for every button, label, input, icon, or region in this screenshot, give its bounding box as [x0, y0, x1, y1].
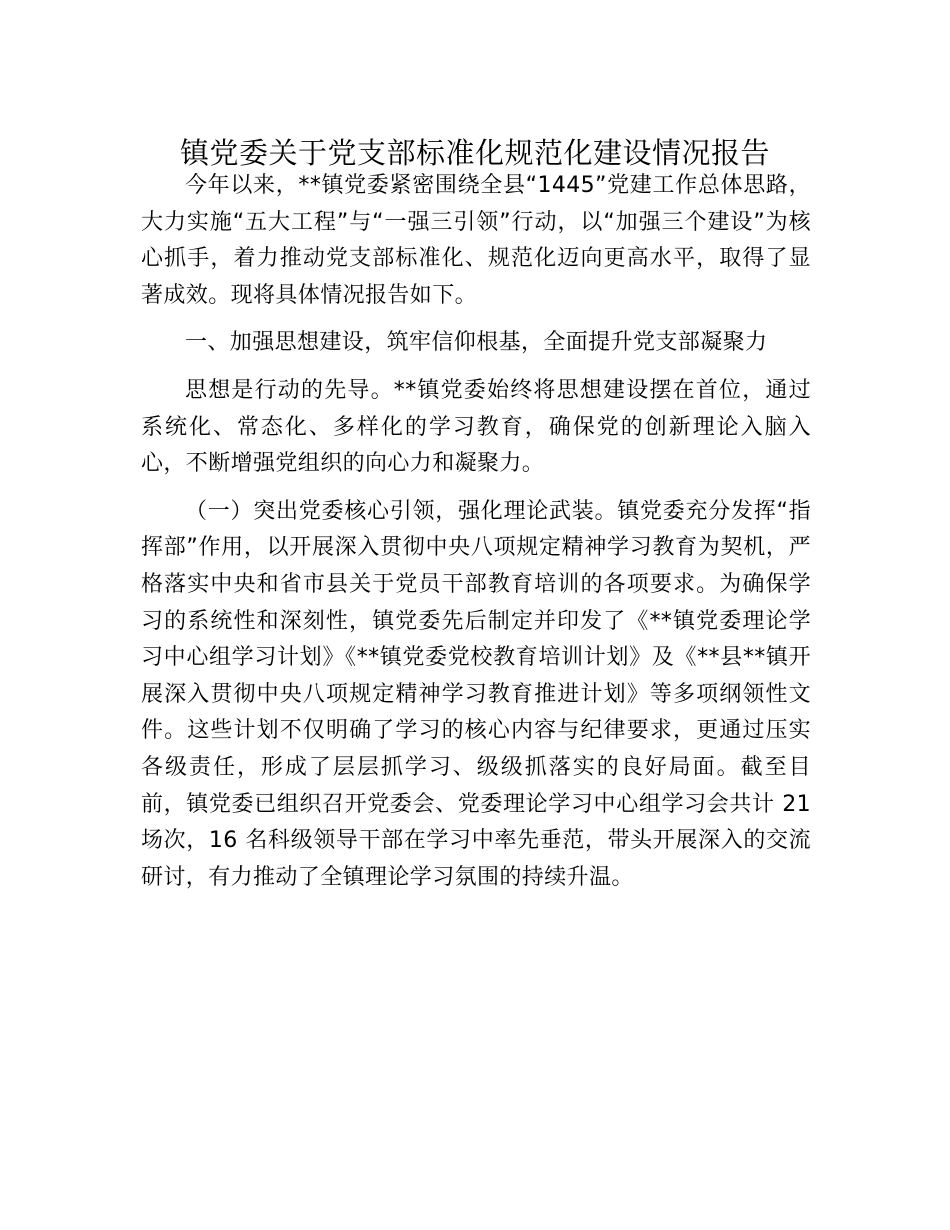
document-title: 镇党委关于党支部标准化规范化建设情况报告: [179, 136, 770, 171]
section-heading-1: 一、加强思想建设，筑牢信仰根基，全面提升党支部凝聚力: [185, 330, 768, 356]
subsection-1-paragraph: （一）突出党委核心引领，强化理论武装。镇党委充分发挥“指挥部”作用，以开展深入贯彻中央八项规定精神学习教育为契机，严格落实中央和省市县关于党员干部教育培训的各项要求。为确保学习的系统性和深刻性，镇党委先后制定并印发了《**镇党委理论学习中心组学习计划》《**镇党委党校教育培训计划》及《**县**镇开展深入贯彻中央八项规定精神学习教育推进计划》等多项纲领性文件。这些计划不仅明确了学习的核心内容与纪律要求，更通过压实各级责任，形成了层层抓学习、级级抓落实的良好局面。截至目前，镇党委已组织召开党委会、党委理论学习中心组学习会共计 21 场次，16 名科级领导干部在学习中率先垂范，带头开展深入的交流研讨，有力推动了全镇理论学习氛围的持续升温。: [141, 498, 811, 890]
section-1-paragraph: 思想是行动的先导。**镇党委始终将思想建设摆在首位，通过系统化、常态化、多样化的学习教育，确保党的创新理论入脑入心，不断增强党组织的向心力和凝聚力。: [141, 377, 811, 477]
intro-paragraph: 今年以来，**镇党委紧密围绕全县“1445”党建工作总体思路，大力实施“五大工程”与“一强三引领”行动，以“加强三个建设”为核心抓手，着力推动党支部标准化、规范化迈向更高水平，取得了显著成效。现将具体情况报告如下。: [141, 173, 811, 308]
document-body: [141, 168, 811, 896]
